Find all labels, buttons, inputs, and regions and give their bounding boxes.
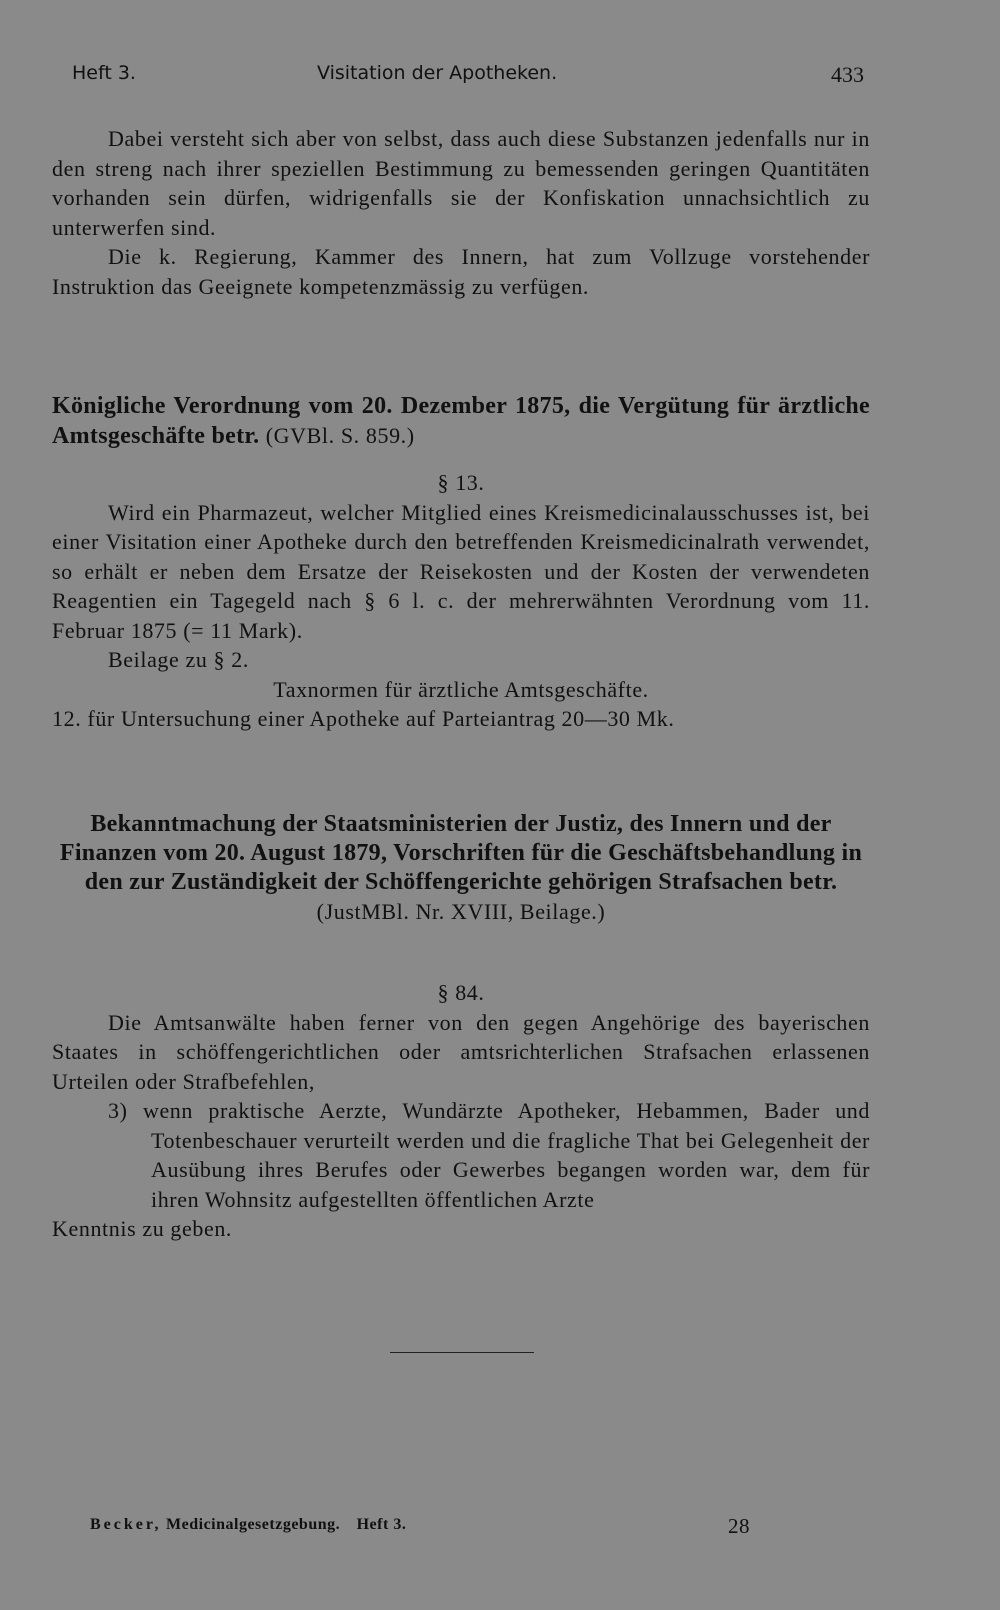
tax-item-12: 12. für Untersuchung einer Apotheke auf Parteiantrag 20—30 Mk. [52,706,675,731]
section-announcement-heading [52,810,870,927]
ordinance-title: Königliche Verordnung vom 20. Dezember 1875, die Vergütung für ärztliche Amtsgeschäfte betr. [52,393,870,449]
footer-author: Becker, [90,1516,162,1533]
header-title: Visitation der Apotheken. [317,62,558,84]
supplement-label: Beilage zu § 2. [108,647,249,672]
page-footer [90,1514,770,1538]
footer-issue: Heft 3. [356,1516,407,1533]
header-issue: Heft 3. [72,62,136,84]
section-announcement-body [52,978,870,1244]
footer-signature-number: 28 [728,1514,750,1538]
closing-line: Kenntnis zu geben. [52,1216,233,1241]
announcement-citation: (JustMBl. Nr. XVIII, Beilage.) [316,899,606,924]
paragraph-prosecutors: Die Amtsanwälte haben ferner von den gegen Angehörige des bayerischen Staates in schöffengerichtlichen oder amtsrichterlichen Strafsachen erlassenen Urteilen oder Strafbefehlen, [52,1009,870,1094]
section-instruction-end [52,124,870,301]
ordinance-heading [52,392,870,451]
paragraph-mark-13: § 13. [437,470,485,495]
tax-norms-subtitle: Taxnormen für ärztliche Amtsgeschäfte. [273,676,649,702]
paragraph-pharmacist: Wird ein Pharmazeut, welcher Mitglied eines Kreismedicinalausschusses ist, bei einer Visitation einer Apotheke durch den betreffenden Kreismedicinalrath verwendet, so erhält er neben dem Ersatze der Reisekosten und der Kosten der verwendeten Reagentien ein Tagegeld nach § 6 l. c. der mehrerwähnten Verordnung vom 11. Februar 1875 (= 11 Mark). [52,499,870,643]
paragraph-substances: Dabei versteht sich aber von selbst, dass auch diese Substanzen jedenfalls nur in den streng nach ihrer speziellen Bestimmung zu bemessenden geringen Quantitäten vorhanden sein dürfen, widrigenfalls sie der Konfiskation unnachsichtlich zu unterwerfen sind. [52,126,870,240]
section-divider [390,1352,534,1353]
list-item-3: 3) wenn praktische Aerzte, Wundärzte Apotheker, Hebammen, Bader und Totenbeschauer verurteilt werden und die fragliche That bei Gelegenheit der Ausübung ihres Berufes oder Gewerbes begangen worden war, dem für ihren Wohnsitz aufgestellten öffentlichen Arzte [108,1098,870,1212]
paragraph-mark-84: § 84. [437,980,485,1005]
announcement-heading: Bekanntmachung der Staatsministerien der Justiz, des Innern und der Finanzen vom 20. August 1879, Vorschriften für die Geschäftsbehandlung in den zur Zuständigkeit der Schöffengerichte gehörigen Strafsachen betr. [59,811,863,895]
paragraph-government: Die k. Regierung, Kammer des Innern, hat zum Vollzuge vorstehender Instruktion das Geeignete kompetenzmässig zu verfügen. [52,244,870,299]
section-ordinance-body [52,468,870,734]
footer-title: Medicinalgesetzgebung. [166,1516,341,1533]
page-number: 433 [831,62,864,87]
ordinance-citation: (GVBl. S. 859.) [265,423,415,448]
section-ordinance-heading [52,392,870,451]
running-header [72,62,864,92]
